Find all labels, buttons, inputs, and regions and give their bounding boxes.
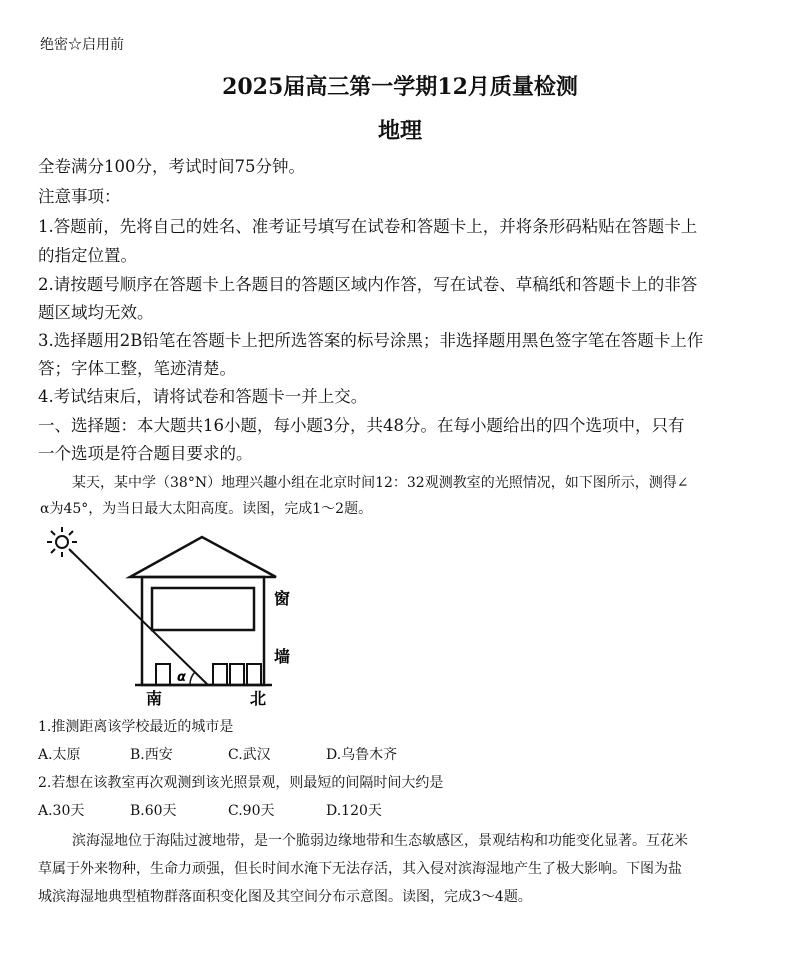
exam-title: 2025届高三第一学期12月质量检测 (222, 74, 578, 100)
subject-title: 地理 (377, 118, 422, 144)
notice-3-line-b: 答；字体工整，笔迹清楚。 (38, 359, 236, 378)
notice-2-line-a: 2.请按题号顺序在答题卡上各题目的答题区域内作答，写在试卷、草稿纸和答题卡上的非答 (38, 275, 698, 294)
notice-3-line-a: 3.选择题用2B铅笔在答题卡上把所选答案的标号涂黑；非选择题用黑色签字笔在答题卡上作 (38, 331, 704, 350)
question-1-option-b: B.西安 (130, 747, 173, 763)
angle-label: α (177, 670, 186, 685)
window-label: 窗 (274, 589, 291, 608)
question-2-option-c: C.90天 (228, 803, 275, 819)
wall-label: 墙 (274, 647, 291, 666)
question-1-stem: 1.推测距离该学校最近的城市是 (38, 719, 234, 735)
notice-1-line-a: 1.答题前，先将自己的姓名、准考证号填写在试卷和答题卡上，并将条形码粘贴在答题卡上 (38, 217, 698, 236)
question-2-option-d: D.120天 (326, 803, 382, 819)
passage-1-line-a: 某天，某中学（38°N）地理兴趣小组在北京时间12：32观测教室的光照情况，如下图所示，测得∠ (72, 475, 689, 491)
question-1-option-c: C.武汉 (228, 747, 271, 763)
north-label: 北 (250, 689, 267, 708)
notice-2-line-b: 题区域均无效。 (38, 303, 154, 322)
sun-ray-line (70, 550, 208, 685)
window-shape (152, 588, 254, 630)
section-1-heading-a: 一、选择题：本大题共16小题，每小题3分，共48分。在每小题给出的四个选项中，只有 (38, 416, 685, 435)
question-1-option-d: D.乌鲁木齐 (326, 747, 398, 763)
section-1-heading-b: 一个选项是符合题目要求的。 (38, 444, 253, 463)
desks (156, 664, 261, 685)
passage-1-line-b: α为45°，为当日最大太阳高度。读图，完成1～2题。 (40, 501, 373, 517)
classroom-sunlight-figure (40, 522, 300, 712)
question-2-option-a: A.30天 (38, 803, 85, 819)
passage-2-line-a: 滨海湿地位于海陆过渡地带，是一个脆弱边缘地带和生态敏感区，景观结构和功能变化显著。互花米 (72, 833, 688, 849)
notice-1-line-b: 的指定位置。 (38, 246, 137, 265)
confidential-mark: 绝密☆启用前 (40, 37, 124, 53)
question-1-option-a: A.太原 (38, 747, 81, 763)
roof-shape (130, 537, 276, 577)
angle-arc (190, 672, 195, 685)
passage-2-line-c: 城滨海湿地典型植物群落面积变化图及其空间分布示意图。读图，完成3～4题。 (38, 889, 532, 905)
question-2-option-b: B.60天 (130, 803, 177, 819)
notice-title: 注意事项： (38, 187, 121, 206)
question-2-stem: 2.若想在该教室再次观测到该光照景观，则最短的间隔时间大约是 (38, 775, 444, 791)
south-label: 南 (146, 689, 163, 708)
passage-2-line-b: 草属于外来物种，生命力顽强，但长时间水淹下无法存活，其入侵对滨海湿地产生了极大影响。下图为盐 (38, 861, 682, 877)
score-time-line: 全卷满分100分，考试时间75分钟。 (38, 157, 305, 176)
notice-4-line: 4.考试结束后，请将试卷和答题卡一并上交。 (38, 387, 368, 406)
